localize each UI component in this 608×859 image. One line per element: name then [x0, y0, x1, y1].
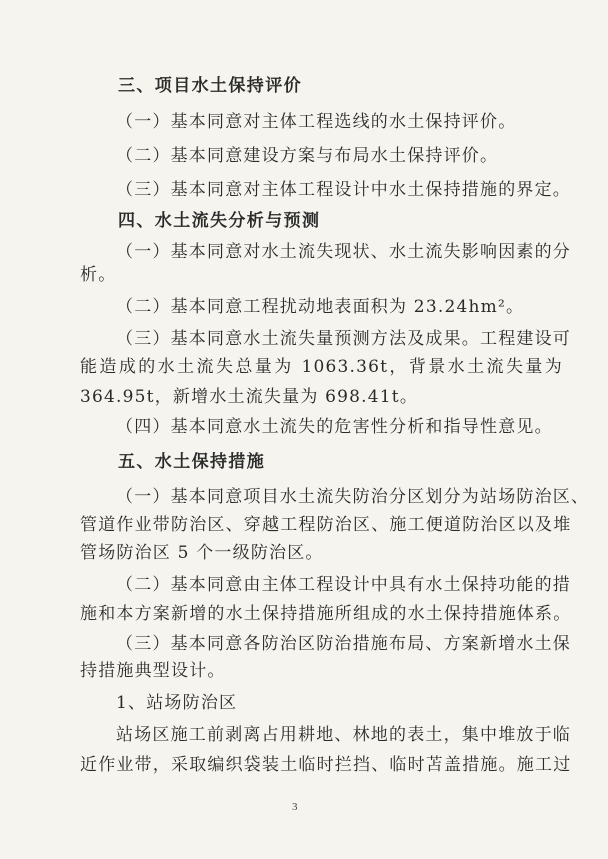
paragraph-line: （一）基本同意对水土流失现状、水土流失影响因素的分	[116, 242, 571, 262]
page-number: 3	[292, 801, 298, 813]
paragraph-line: （三）基本同意各防治区防治措施布局、方案新增水土保	[116, 634, 571, 654]
section-heading-3: 三、项目水土保持评价	[118, 76, 302, 96]
paragraph-line: 持措施典型设计。	[80, 661, 226, 681]
paragraph-line: （一）基本同意项目水土流失防治分区划分为站场防治区、	[116, 487, 590, 507]
paragraph-line: 析。	[80, 265, 117, 285]
paragraph-line: （三）基本同意对主体工程设计中水土保持措施的界定。	[116, 180, 571, 200]
paragraph-line: 364.95t，新增水土流失量为 698.41t。	[80, 387, 419, 407]
paragraph-line: （四）基本同意水土流失的危害性分析和指导性意见。	[116, 417, 553, 437]
paragraph-line: 管场防治区 5 个一级防治区。	[80, 543, 324, 563]
paragraph-line: （三）基本同意水土流失量预测方法及成果。工程建设可	[116, 329, 571, 349]
subsection-heading: 1、站场防治区	[116, 693, 238, 713]
section-heading-5: 五、水土保持措施	[118, 452, 266, 472]
section-heading-4: 四、水土流失分析与预测	[118, 211, 321, 231]
paragraph-line: （二）基本同意由主体工程设计中具有水土保持功能的措	[116, 575, 571, 595]
paragraph-line: 站场区施工前剥离占用耕地、林地的表土，集中堆放于临	[116, 725, 571, 745]
paragraph-line: （一）基本同意对主体工程选线的水土保持评价。	[116, 112, 517, 132]
paragraph-line: （二）基本同意工程扰动地表面积为 23.24hm²。	[116, 297, 525, 317]
paragraph-line: 施和本方案新增的水土保持措施所组成的水土保持措施体系。	[80, 604, 572, 624]
paragraph-line: 近作业带，采取编织袋装土临时拦挡、临时苫盖措施。施工过	[80, 755, 572, 775]
paragraph-line: 管道作业带防治区、穿越工程防治区、施工便道防治区以及堆	[80, 515, 572, 535]
paragraph-line: （二）基本同意建设方案与布局水土保持评价。	[116, 146, 499, 166]
paragraph-line: 能造成的水土流失总量为 1063.36t，背景水土流失量为	[80, 357, 563, 377]
